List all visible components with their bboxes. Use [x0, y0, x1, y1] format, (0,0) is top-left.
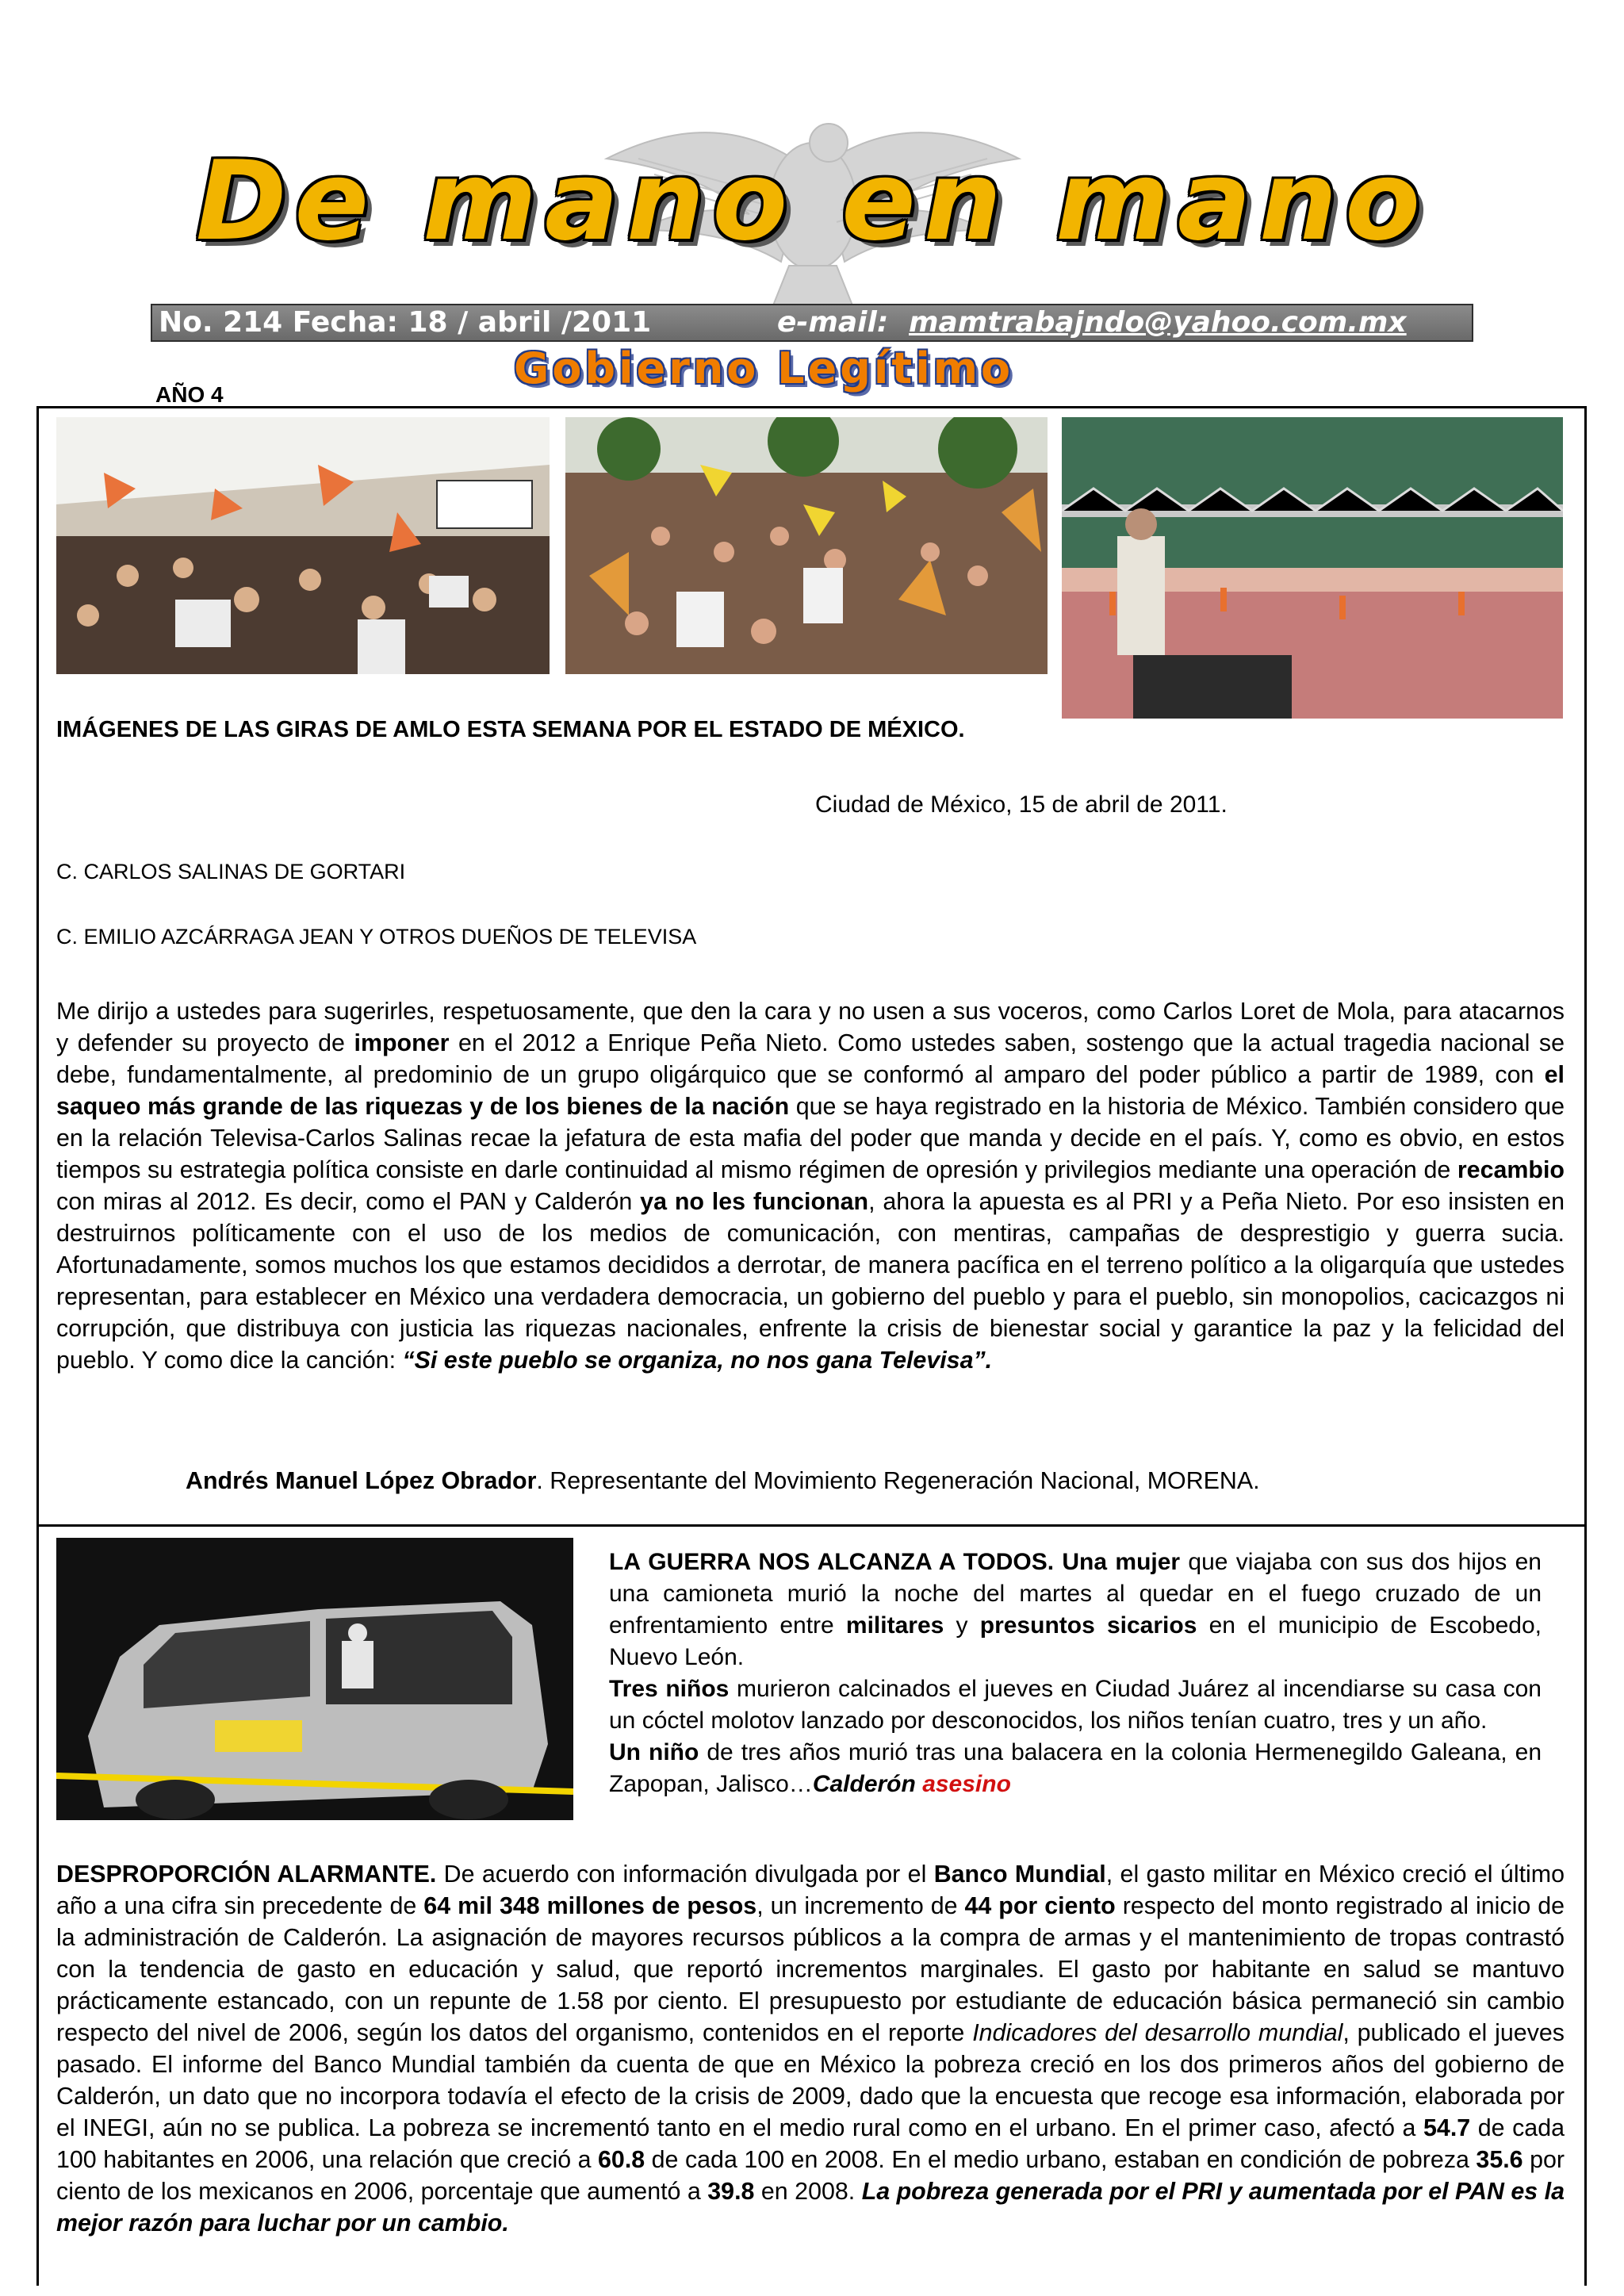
recipient-line-2: C. EMILIO AZCÁRRAGA JEAN Y OTROS DUEÑOS DE TELEVISA [56, 925, 697, 949]
news-paragraph-1: LA GUERRA NOS ALCANZA A TODOS. Una mujer que viajaba con sus dos hijos en una camioneta murió la noche del martes al quedar en el fuego cruzado de un enfrentamiento entre militares y presuntos sicarios en el municipio de Escobedo, Nuevo León. [609, 1549, 1542, 1670]
news-paragraph-2: Tres niños murieron calcinados el jueves en Ciudad Juárez al incendiarse su casa con un cóctel molotov lanzado por desconocidos, los niños tenían cuatro, tres y un año. [609, 1676, 1542, 1734]
email-label: e-mail: [777, 306, 889, 339]
rally-photo-2 [565, 417, 1048, 674]
poverty-article: DESPROPORCIÓN ALARMANTE. De acuerdo con información divulgada por el Banco Mundial, el gasto militar en México creció el último año a una cifra sin precedente de 64 mil 348 millones de pesos, un incremento de 44 por ciento respecto del monto registrado al inicio de la administración de Calderón. La asignación de mayores recursos públicos a la compra de armas y el mantenimiento de tropas contrastó con la tendencia de gasto en educación y salud, que reportó incrementos marginales. El gasto por habitante en salud se mantuvo prácticamente estancado, con un repunte de 1.58 por ciento. El presupuesto por estudiante de educación básica permaneció sin cambio respecto del nivel de 2006, según los datos del organismo, contenidos en el reporte Indicadores del desarrollo mundial, publicado el jueves pasado. El informe del Banco Mundial también da cuenta de que en México la pobreza creció en los dos primeros años del gobierno de Calderón, un dato que no incorpora todavía el efecto de la crisis de 2009, dado que la encuesta que recoge esa información, elaborada por el INEGI, aún no se publica. La pobreza se incrementó tanto en el medio rural como en el urbano. En el primer caso, afectó a 54.7 de cada 100 habitantes en 2006, una relación que creció a 60.8 de cada 100 en 2008. En el medio urbano, estaban en condición de pobreza 35.6 por ciento de los mexicanos en 2006, porcentaje que aumentó a 39.8 en 2008. La pobreza generada por el PRI y aumentada por el PAN es la mejor razón para luchar por un cambio. [56, 1861, 1565, 2237]
email-link[interactable]: mamtrabajndo@yahoo.com.mx [909, 306, 1407, 339]
violence-news-column [609, 1547, 1542, 1800]
legitimate-government-subtitle: Gobierno Legítimo [514, 343, 1014, 393]
year-label: AÑO 4 [155, 382, 224, 407]
photo-caption: IMÁGENES DE LAS GIRAS DE AMLO ESTA SEMANA POR EL ESTADO DE MÉXICO. [56, 717, 965, 742]
letter-place-date: Ciudad de México, 15 de abril de 2011. [815, 792, 1228, 818]
rally-photo-1 [56, 417, 550, 674]
issue-number-date: No. 214 Fecha: 18 / abril /2011 [159, 306, 652, 339]
shot-vehicle-photo [56, 1538, 573, 1820]
news-paragraph-3: Un niño de tres años murió tras una balacera en la colonia Hermenegildo Galeana, en Zapopan, Jalisco…Calderón asesino [609, 1739, 1542, 1797]
letter-signature: Andrés Manuel López Obrador. Representante del Movimiento Regeneración Nacional, MORENA. [186, 1467, 1260, 1494]
rally-photo-3 [1062, 417, 1563, 719]
recipient-line-1: C. CARLOS SALINAS DE GORTARI [56, 860, 406, 884]
issue-info-bar [151, 304, 1473, 342]
letter-body: Me dirijo a ustedes para sugerirles, respetuosamente, que den la cara y no usen a sus voceros, como Carlos Loret de Mola, para atacarnos y defender su proyecto de imponer en el 2012 a Enrique Peña Nieto. Como ustedes saben, sostengo que la actual tragedia nacional se debe, fundamentalmente, al predominio de un grupo oligárquico que se conformó al amparo del poder público a partir de 1989, con el saqueo más grande de las riquezas y de los bienes de la nación que se haya registrado en la historia de México. También considero que en la relación Televisa-Carlos Salinas recae la jefatura de esta mafia del poder que manda y decide en el país. Y, como es obvio, en estos tiempos su estrategia política consiste en darle continuidad al mismo régimen de opresión y privilegios mediante una operación de recambio con miras al 2012. Es decir, como el PAN y Calderón ya no les funcionan, ahora la apuesta es al PRI y a Peña Nieto. Por eso insisten en destruirnos políticamente con el uso de los medios de comunicación, con mentiras, campañas de desprestigio y guerra sucia. Afortunadamente, somos muchos los que estamos decididos a derrotar, de manera pacífica en el terreno político a la oligarquía que ustedes representan, para establecer en México una verdadera democracia, un gobierno del pueblo y para el pueblo, sin monopolios, cacicazgos ni corrupción, que distribuya con justicia las riquezas nacionales, enfrente la crisis de bienestar social y garantice la paz y la felicidad del pueblo. Y como dice la canción: “Si este pueblo se organiza, no nos gana Televisa”. [56, 998, 1565, 1374]
newsletter-title: De mano en mano [195, 137, 1429, 265]
